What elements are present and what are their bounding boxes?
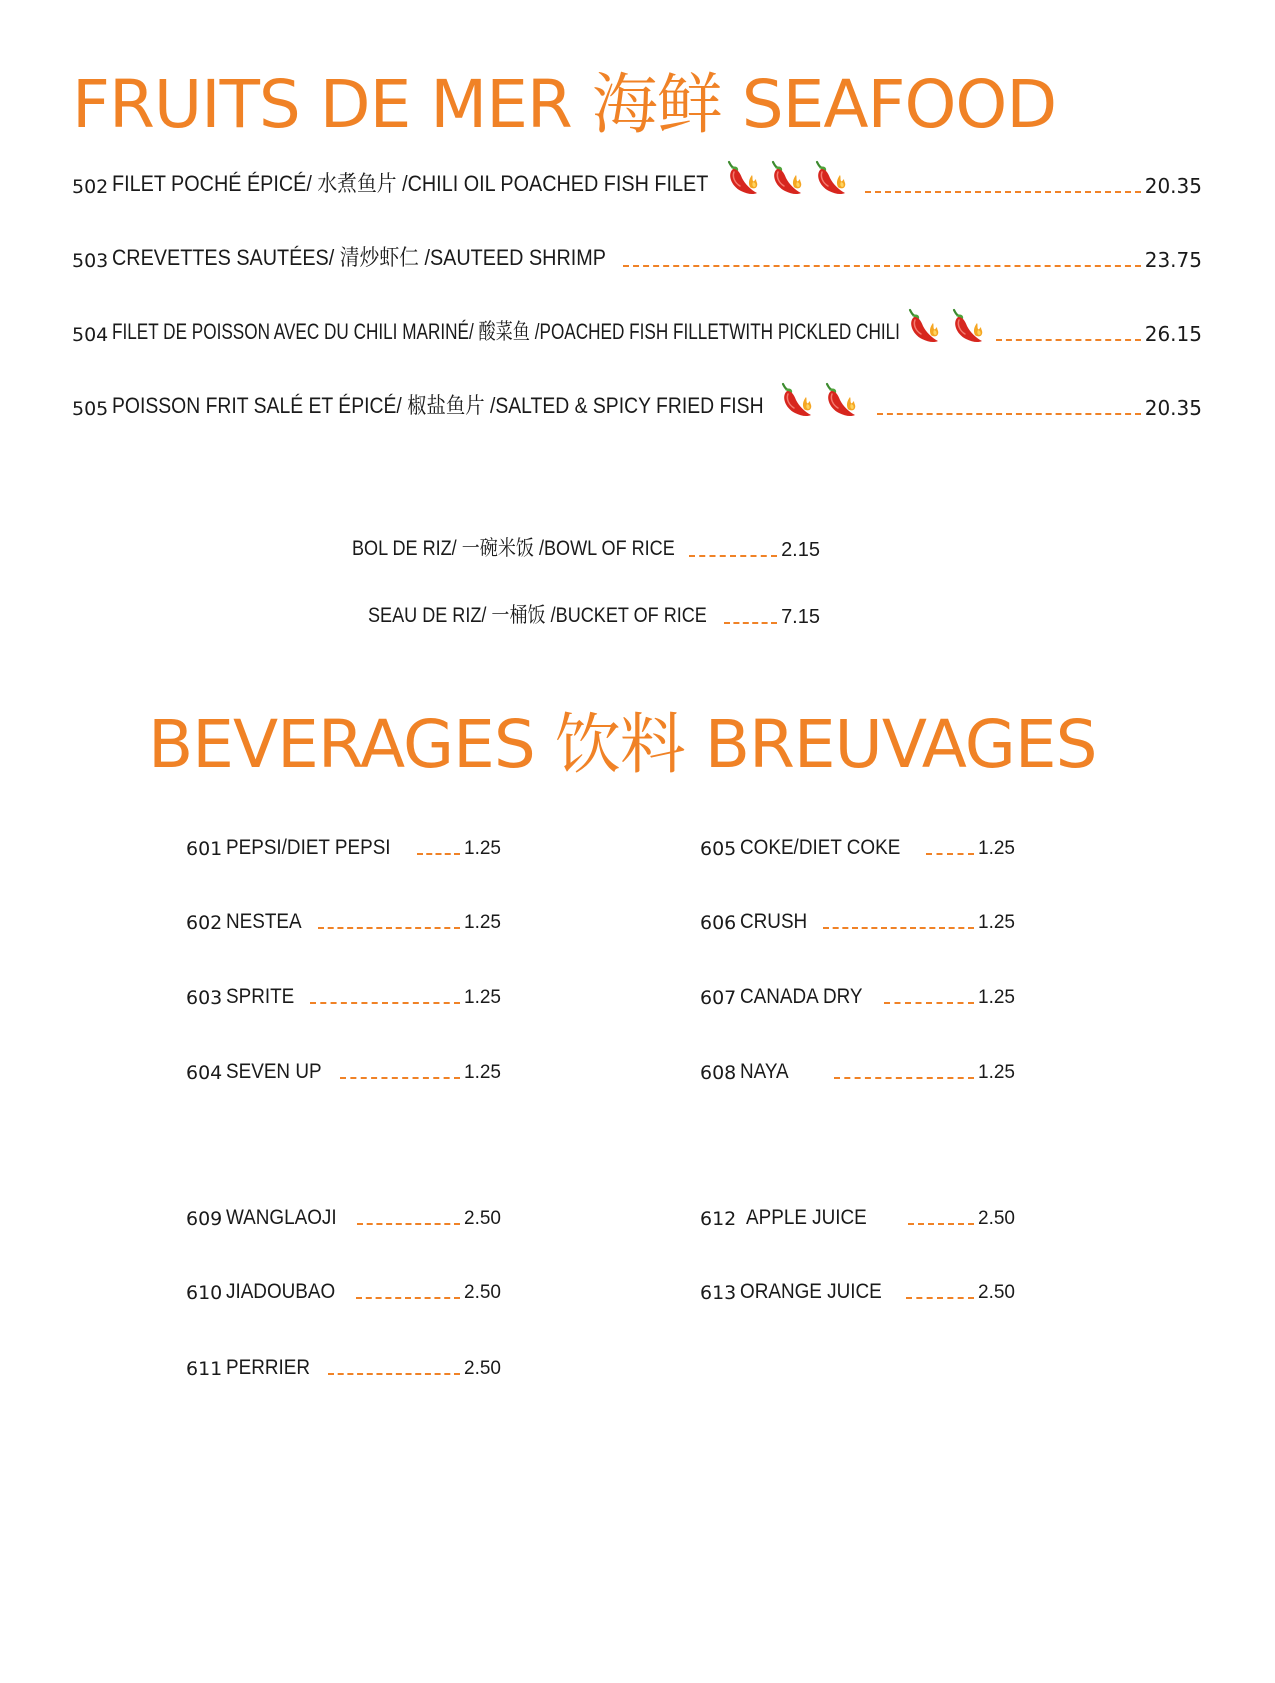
dotted-leader bbox=[689, 554, 777, 557]
item-name: JIADOUBAO bbox=[226, 1280, 336, 1303]
dotted-leader bbox=[926, 852, 974, 855]
item-code: 502 bbox=[72, 176, 109, 198]
item-name: PEPSI/DIET PEPSI bbox=[226, 836, 391, 859]
item-name: FILET DE POISSON AVEC DU CHILI MARINÉ/ 酸菜鱼 /POACHED FISH FILLETWITH PICKLED CHILI bbox=[112, 319, 901, 344]
dotted-leader bbox=[908, 1222, 974, 1225]
beverage-604 bbox=[186, 1060, 501, 1084]
dotted-leader bbox=[823, 926, 974, 929]
dotted-leader bbox=[417, 852, 460, 855]
item-code: 601 bbox=[186, 838, 223, 860]
spice-rating bbox=[904, 306, 988, 346]
rice-item-bowl bbox=[352, 530, 820, 562]
dotted-leader bbox=[357, 1222, 460, 1225]
item-price: 20.35 bbox=[1144, 396, 1202, 420]
item-price: 2.15 bbox=[781, 539, 820, 561]
item-code: 606 bbox=[700, 912, 737, 934]
item-price: 2.50 bbox=[464, 1282, 501, 1303]
item-price: 2.50 bbox=[464, 1358, 501, 1379]
item-code: 610 bbox=[186, 1282, 223, 1304]
item-name: CANADA DRY bbox=[740, 985, 863, 1008]
item-name: POISSON FRIT SALÉ ET ÉPICÉ/ 椒盐鱼片 /SALTED & SPICY FRIED FISH bbox=[112, 393, 764, 418]
chili-pepper-icon bbox=[821, 380, 861, 420]
dotted-leader bbox=[623, 264, 1141, 267]
item-name: COKE/DIET COKE bbox=[740, 836, 901, 859]
item-price: 1.25 bbox=[464, 1062, 501, 1083]
dotted-leader bbox=[865, 190, 1141, 193]
beverage-606 bbox=[700, 910, 1015, 934]
item-name: CREVETTES SAUTÉES/ 清炒虾仁 /SAUTEED SHRIMP bbox=[112, 245, 607, 270]
item-code: 608 bbox=[700, 1062, 737, 1084]
beverage-613 bbox=[700, 1280, 1015, 1304]
item-price: 26.15 bbox=[1144, 322, 1202, 346]
rice-item-bucket bbox=[368, 597, 820, 629]
beverage-608 bbox=[700, 1060, 1015, 1084]
item-name: ORANGE JUICE bbox=[740, 1280, 883, 1303]
beverages-heading: BEVERAGES 饮料 BREUVAGES bbox=[148, 706, 1097, 783]
dotted-leader bbox=[877, 412, 1141, 415]
item-price: 1.25 bbox=[978, 912, 1015, 933]
item-price: 1.25 bbox=[978, 987, 1015, 1008]
menu-item-503 bbox=[72, 230, 1202, 272]
seafood-heading: FRUITS DE MER 海鲜 SEAFOOD bbox=[72, 66, 1057, 143]
item-code: 604 bbox=[186, 1062, 223, 1084]
item-price: 23.75 bbox=[1144, 248, 1202, 272]
item-code: 505 bbox=[72, 398, 109, 420]
chili-pepper-icon bbox=[777, 380, 817, 420]
dotted-leader bbox=[884, 1001, 974, 1004]
chili-pepper-icon bbox=[948, 306, 988, 346]
item-price: 2.50 bbox=[464, 1208, 501, 1229]
item-name: SEVEN UP bbox=[226, 1060, 322, 1083]
item-name: NAYA bbox=[740, 1060, 789, 1083]
item-code: 603 bbox=[186, 987, 223, 1009]
item-code: 612 bbox=[700, 1208, 737, 1230]
spice-rating bbox=[777, 380, 861, 420]
item-price: 1.25 bbox=[464, 912, 501, 933]
spice-rating bbox=[723, 158, 851, 198]
item-code: 611 bbox=[186, 1358, 223, 1380]
item-name: BOL DE RIZ/ 一碗米饭 /BOWL OF RICE bbox=[352, 537, 675, 560]
item-code: 605 bbox=[700, 838, 737, 860]
item-code: 609 bbox=[186, 1208, 223, 1230]
chili-pepper-icon bbox=[723, 158, 763, 198]
chili-pepper-icon bbox=[767, 158, 807, 198]
beverage-602 bbox=[186, 910, 501, 934]
dotted-leader bbox=[356, 1296, 460, 1299]
beverage-610 bbox=[186, 1280, 501, 1304]
dotted-leader bbox=[724, 621, 777, 624]
item-name: CRUSH bbox=[740, 910, 808, 933]
item-name: FILET POCHÉ ÉPICÉ/ 水煮鱼片 /CHILI OIL POACHED FISH FILET bbox=[112, 171, 709, 196]
beverage-607 bbox=[700, 985, 1015, 1009]
item-name: WANGLAOJI bbox=[226, 1206, 337, 1229]
dotted-leader bbox=[340, 1076, 460, 1079]
chili-pepper-icon bbox=[811, 158, 851, 198]
item-code: 503 bbox=[72, 250, 109, 272]
item-price: 20.35 bbox=[1144, 174, 1202, 198]
item-name: NESTEA bbox=[226, 910, 302, 933]
item-code: 504 bbox=[72, 324, 109, 346]
item-name: APPLE JUICE bbox=[746, 1206, 868, 1229]
item-code: 602 bbox=[186, 912, 223, 934]
item-price: 1.25 bbox=[464, 987, 501, 1008]
item-price: 2.50 bbox=[978, 1208, 1015, 1229]
dotted-leader bbox=[834, 1076, 974, 1079]
item-name: PERRIER bbox=[226, 1356, 311, 1379]
dotted-leader bbox=[318, 926, 460, 929]
dotted-leader bbox=[328, 1372, 460, 1375]
item-price: 1.25 bbox=[978, 838, 1015, 859]
item-price: 1.25 bbox=[978, 1062, 1015, 1083]
beverage-609 bbox=[186, 1206, 501, 1230]
menu-item-504 bbox=[72, 304, 1202, 346]
beverage-603 bbox=[186, 985, 501, 1009]
beverage-605 bbox=[700, 836, 1015, 860]
item-name: SPRITE bbox=[226, 985, 295, 1008]
chili-pepper-icon bbox=[904, 306, 944, 346]
item-code: 607 bbox=[700, 987, 737, 1009]
beverage-601 bbox=[186, 836, 501, 860]
dotted-leader bbox=[310, 1001, 460, 1004]
item-code: 613 bbox=[700, 1282, 737, 1304]
item-price: 2.50 bbox=[978, 1282, 1015, 1303]
dotted-leader bbox=[996, 338, 1140, 341]
menu-item-502 bbox=[72, 156, 1202, 198]
menu-item-505 bbox=[72, 378, 1202, 420]
item-price: 7.15 bbox=[781, 606, 820, 628]
beverage-611 bbox=[186, 1356, 501, 1380]
item-price: 1.25 bbox=[464, 838, 501, 859]
item-name: SEAU DE RIZ/ 一桶饭 /BUCKET OF RICE bbox=[368, 604, 707, 627]
beverage-612 bbox=[700, 1206, 1015, 1230]
dotted-leader bbox=[906, 1296, 974, 1299]
